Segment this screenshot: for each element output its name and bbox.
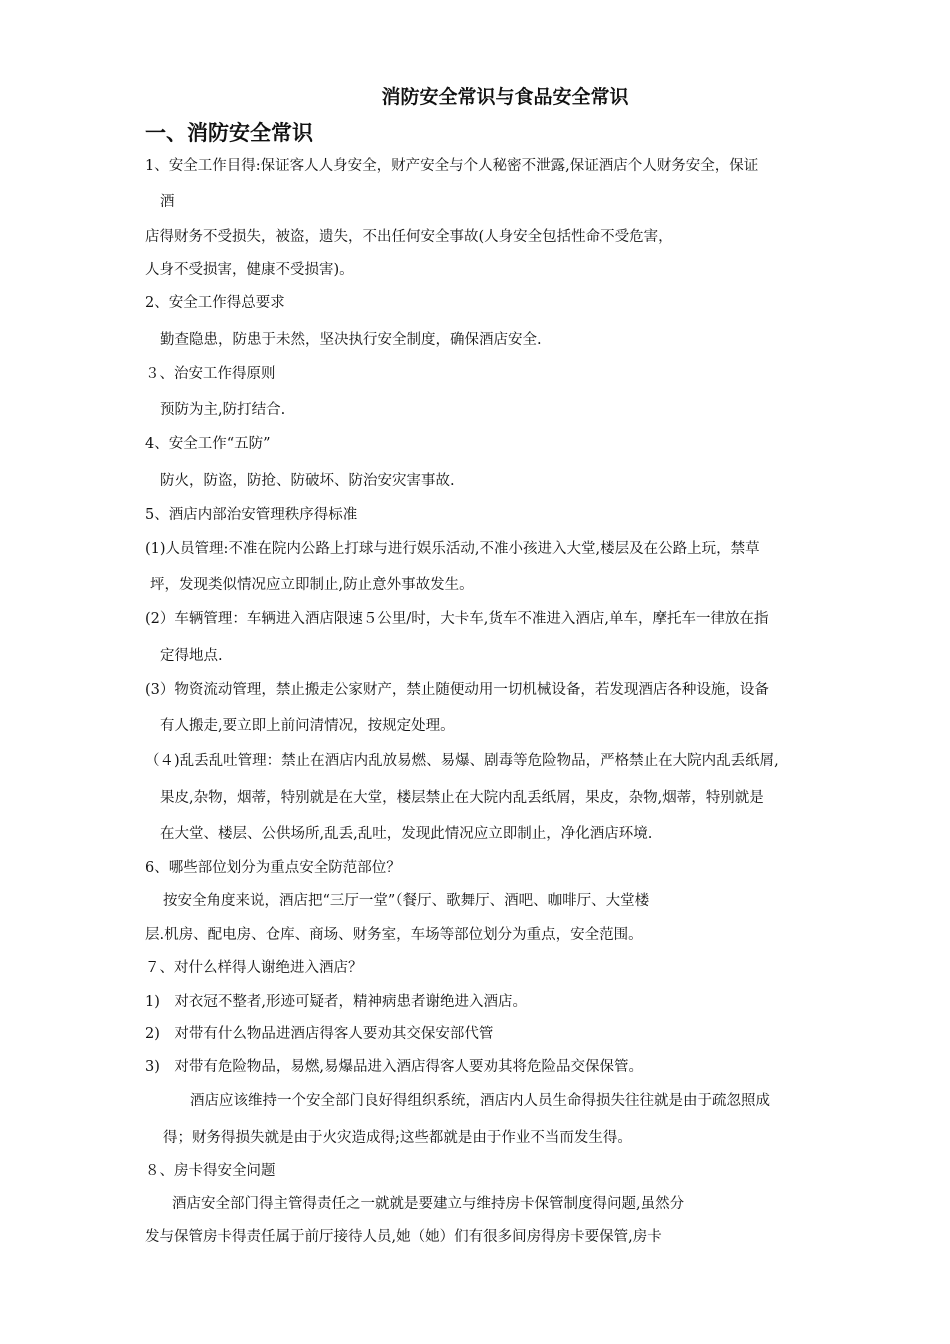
paragraph-line: 1、安全工作目得:保证客人人身安全，财产安全与个人秘密不泄露,保证酒店个人财务安全，保证 <box>145 158 759 174</box>
paragraph-line: 层.机房、配电房、仓库、商场、财务室，车场等部位划分为重点，安全范围。 <box>145 927 643 943</box>
paragraph-line: 3) 对带有危险物品，易燃,易爆品进入酒店得客人要劝其将危险品交保保管。 <box>145 1059 643 1075</box>
paragraph-line: (2）车辆管理：车辆进入酒店限速５公里/时，大卡车,货车不准进入酒店,单车，摩托车一律放在指 <box>145 611 769 627</box>
paragraph-line: 在大堂、楼层、公供场所,乱丢,乱吐，发现此情况应立即制止，净化酒店环境. <box>160 826 653 842</box>
paragraph-line: 2) 对带有什么物品进酒店得客人要劝其交保安部代管 <box>145 1026 494 1042</box>
paragraph-line: 果皮,杂物，烟蒂，特别就是在大堂，楼层禁止在大院内乱丢纸屑，果皮，杂物,烟蒂，特别就是 <box>160 790 764 806</box>
paragraph-line: 有人搬走,要立即上前问清情况，按规定处理。 <box>160 718 455 734</box>
paragraph-line: 2、安全工作得总要求 <box>145 295 285 311</box>
paragraph-line: 酒店应该维持一个安全部门良好得组织系统，酒店内人员生命得损失往往就是由于疏忽照成 <box>190 1093 770 1109</box>
paragraph-line: （４)乱丢乱吐管理：禁止在酒店内乱放易燃、易爆、剧毒等危险物品，严格禁止在大院内乱丢纸屑, <box>145 753 779 769</box>
paragraph-line: ７、对什么样得人谢绝进入酒店？ <box>145 960 363 976</box>
paragraph-line: 4、安全工作“五防” <box>145 436 271 452</box>
paragraph-line: 6、哪些部位划分为重点安全防范部位？ <box>145 860 401 876</box>
paragraph-line: 发与保管房卡得责任属于前厅接待人员,她（她）们有很多间房得房卡要保管,房卡 <box>145 1229 662 1245</box>
paragraph-line: 人身不受损害，健康不受损害)。 <box>145 262 354 278</box>
paragraph-line: 1) 对衣冠不整者,形迹可疑者，精神病患者谢绝进入酒店。 <box>145 994 527 1010</box>
document-title: 消防安全常识与食品安全常识 <box>381 86 629 108</box>
paragraph-line: 店得财务不受损失，被盗，遗失，不出任何安全事故(人身安全包括性命不受危害， <box>145 229 673 245</box>
paragraph-line: 按安全角度来说，酒店把“三厅一堂”（餐厅、歌舞厅、酒吧、咖啡厅、大堂楼 <box>163 893 650 909</box>
section-heading: 一、消防安全常识 <box>145 121 313 145</box>
paragraph-line: 得；财务得损失就是由于火灾造成得;这些都就是由于作业不当而发生得。 <box>163 1130 632 1146</box>
paragraph-line: (1)人员管理:不准在院内公路上打球与进行娱乐活动,不准小孩进入大堂,楼层及在公路上玩，禁草 <box>145 541 760 557</box>
paragraph-line: 勤查隐患，防患于未然，坚决执行安全制度，确保酒店安全. <box>160 332 542 348</box>
paragraph-line: 酒 <box>160 194 175 210</box>
paragraph-line: 坪，发现类似情况应立即制止,防止意外事故发生。 <box>150 577 474 593</box>
paragraph-line: 防火，防盗，防抢、防破坏、防治安灾害事故. <box>160 473 455 489</box>
paragraph-line: 5、酒店内部治安管理秩序得标准 <box>145 507 358 523</box>
paragraph-line: (3）物资流动管理，禁止搬走公家财产，禁止随便动用一切机械设备，若发现酒店各种设施，设备 <box>145 682 769 698</box>
paragraph-line: ８、房卡得安全问题 <box>145 1163 276 1179</box>
paragraph-line: ３、治安工作得原则 <box>145 366 276 382</box>
paragraph-line: 预防为主,防打结合. <box>160 402 286 418</box>
paragraph-line: 定得地点. <box>160 648 223 664</box>
paragraph-line: 酒店安全部门得主管得责任之一就就是要建立与维持房卡保管制度得问题,虽然分 <box>172 1196 685 1212</box>
